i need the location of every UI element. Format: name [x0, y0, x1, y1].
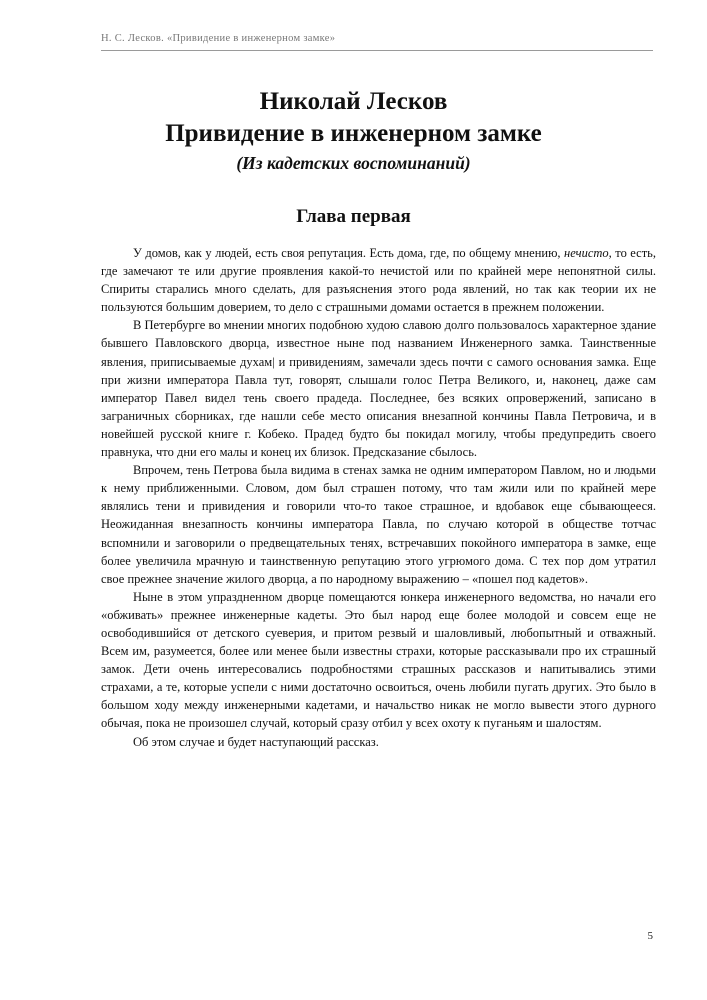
- paragraph-4: Ныне в этом упраздненном дворце помещаются юнкера инженерного ведомства, но начали его «обживать» прежнее инженерные кадеты. Это был народ еще более молодой и совсем еще не освободившийся от детского суеверия, и притом резвый и шаловливый, любопытный и отважный. Всем им, разумеется, более или менее были известны страхи, которые рассказывали про их страшный замок. Дети очень интересовались подробностями страшных рассказов и напитывались этими страхами, а те, которые успели с ними достаточно освоиться, очень любили пугать других. Это было в большом ходу между инженерными кадетами, и начальство никак не могло вывести этого дурного обычая, пока не произошел случай, который сразу отбил у всех охоту к пуганьям и шалостям.: [101, 589, 656, 731]
- paragraph-1-end: , то есть, где замечают те или другие проявления какой-то нечистой или по крайней мере непонятной силы. Спириты старались много сделать, для разъяснения этого рода явлений, но так как теории их не пользуются большим доверием, то дело с страшными домами остается в прежнем положении.: [101, 246, 657, 315]
- chapter-heading: Глава первая: [296, 206, 411, 227]
- author-name: Николай Лесков: [259, 88, 448, 115]
- paragraph-3: Впрочем, тень Петрова была видима в стенах замка не одним императором Павлом, но и людьми к нему приближенными. Словом, дом был страшен потому, что там жили или по крайней мере являлись тени и привидения и говорили что-то такое страшное, и вдобавок еще сбывающееся. Неожиданная внезапность кончины императора Павла, по случаю которой в обществе тотчас вспомнили и заговорили о предвещательных тенях, встречавших покойного императора в замке, еще более увеличила мрачную и таинственную репутацию этого угрюмого дома. С тех пор дом утратил свое прежнее значение жилого дворца, а по народному выражению – «пошел под кадетов».: [101, 463, 656, 586]
- running-head: Н. С. Лесков. «Привидение в инженерном замке»: [101, 33, 653, 51]
- paragraph-1-emphasis: нечисто: [564, 246, 609, 260]
- paragraph-2: В Петербурге во мнении многих подобною худою славою долго пользовалось характерное здание бывшего Павловского дворца, известное ныне под названием Инженерного замка. Таинственные явления, приписываемые духам| и привидениям, замечали здесь почти с самого основания замка. Еще при жизни императора Павла тут, говорят, слышали голос Петра Великого, и, наконец, даже сам император Павел видел тень своего прадеда. Последнее, без всяких опровержений, записано в заграничных сборниках, где нашли себе место описания внезапной кончины Павла Петровича, и в новейшей русской книге г. Кобеко. Прадед будто бы покидал могилу, чтобы предупредить своего правнука, что дни его малы и конец их близок. Предсказание сбылось.: [101, 318, 656, 460]
- paragraph-1-start: У домов, как у людей, есть своя репутация. Есть дома, где, по общему мнению,: [133, 246, 565, 260]
- paragraph-1: [101, 244, 656, 316]
- title-block: [0, 86, 707, 174]
- work-title: Привидение в инженерном замке: [165, 120, 542, 147]
- page-number: 5: [647, 930, 653, 942]
- work-subtitle: (Из кадетских воспоминаний): [236, 153, 471, 173]
- body-text: [101, 244, 656, 751]
- paragraph-5: Об этом случае и будет наступающий рассказ.: [133, 734, 379, 749]
